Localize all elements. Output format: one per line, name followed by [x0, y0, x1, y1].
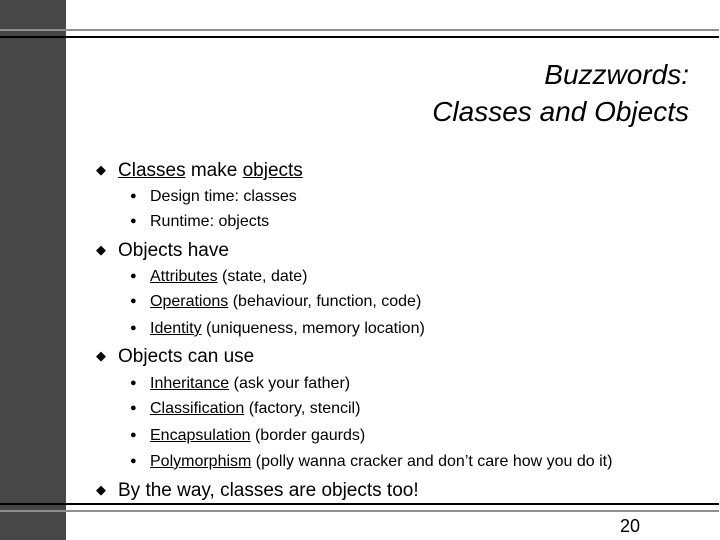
text: (polly wanna cracker and don’t care how you do it) — [251, 453, 613, 470]
title-line-1: Buzzwords: — [544, 59, 689, 90]
dot-bullet-icon: ● — [130, 322, 137, 334]
text: Runtime: objects — [150, 213, 270, 230]
bullet-item — [130, 427, 365, 445]
text: (state, date) — [217, 268, 308, 285]
term: objects — [242, 160, 303, 181]
text: (uniqueness, memory location) — [201, 320, 425, 337]
dot-bullet-icon: ● — [130, 215, 137, 227]
dot-bullet-icon: ● — [130, 270, 137, 282]
top-rule-black — [0, 36, 719, 38]
diamond-bullet-icon: ◆ — [96, 482, 106, 497]
diamond-bullet-icon: ◆ — [96, 162, 106, 177]
diamond-bullet-icon: ◆ — [96, 242, 106, 257]
term: Operations — [150, 293, 229, 310]
term: Attributes — [150, 268, 218, 285]
text: By the way, classes are objects too! — [118, 480, 419, 501]
text: make — [185, 160, 243, 181]
text: Objects can use — [118, 346, 255, 367]
dot-bullet-icon: ● — [130, 402, 137, 414]
bottom-rule-black — [0, 503, 719, 505]
bullet-item — [130, 213, 269, 231]
bullet-item — [96, 240, 229, 262]
bullet-item — [96, 346, 254, 368]
term: Identity — [150, 320, 202, 337]
dot-bullet-icon: ● — [130, 455, 137, 467]
term: Inheritance — [150, 375, 230, 392]
term: Encapsulation — [150, 427, 251, 444]
bullet-item — [96, 160, 303, 182]
term: Polymorphism — [150, 453, 252, 470]
dot-bullet-icon: ● — [130, 190, 137, 202]
term: Classes — [118, 160, 186, 181]
dot-bullet-icon: ● — [130, 429, 137, 441]
bullet-item — [130, 293, 421, 311]
bullet-item — [130, 453, 612, 471]
term: Classification — [150, 400, 245, 417]
text: Design time: classes — [150, 188, 297, 205]
text: (behaviour, function, code) — [228, 293, 422, 310]
bullet-item — [130, 400, 360, 418]
sidebar-bar — [0, 0, 66, 540]
bullet-item — [130, 188, 297, 206]
top-rule-gray — [0, 29, 719, 31]
diamond-bullet-icon: ◆ — [96, 348, 106, 363]
bottom-rule-gray — [0, 510, 719, 512]
slide-title — [432, 56, 689, 130]
text: Objects have — [118, 240, 229, 261]
title-line-2: Classes and Objects — [432, 96, 689, 127]
bullet-item — [130, 375, 350, 393]
text: (border gaurds) — [250, 427, 366, 444]
dot-bullet-icon: ● — [130, 295, 137, 307]
text: (ask your father) — [229, 375, 351, 392]
bullet-item — [130, 268, 307, 286]
text: (factory, stencil) — [244, 400, 361, 417]
bullet-item — [130, 320, 425, 338]
bullet-item — [96, 480, 419, 502]
dot-bullet-icon: ● — [130, 377, 137, 389]
page-number: 20 — [620, 516, 641, 536]
